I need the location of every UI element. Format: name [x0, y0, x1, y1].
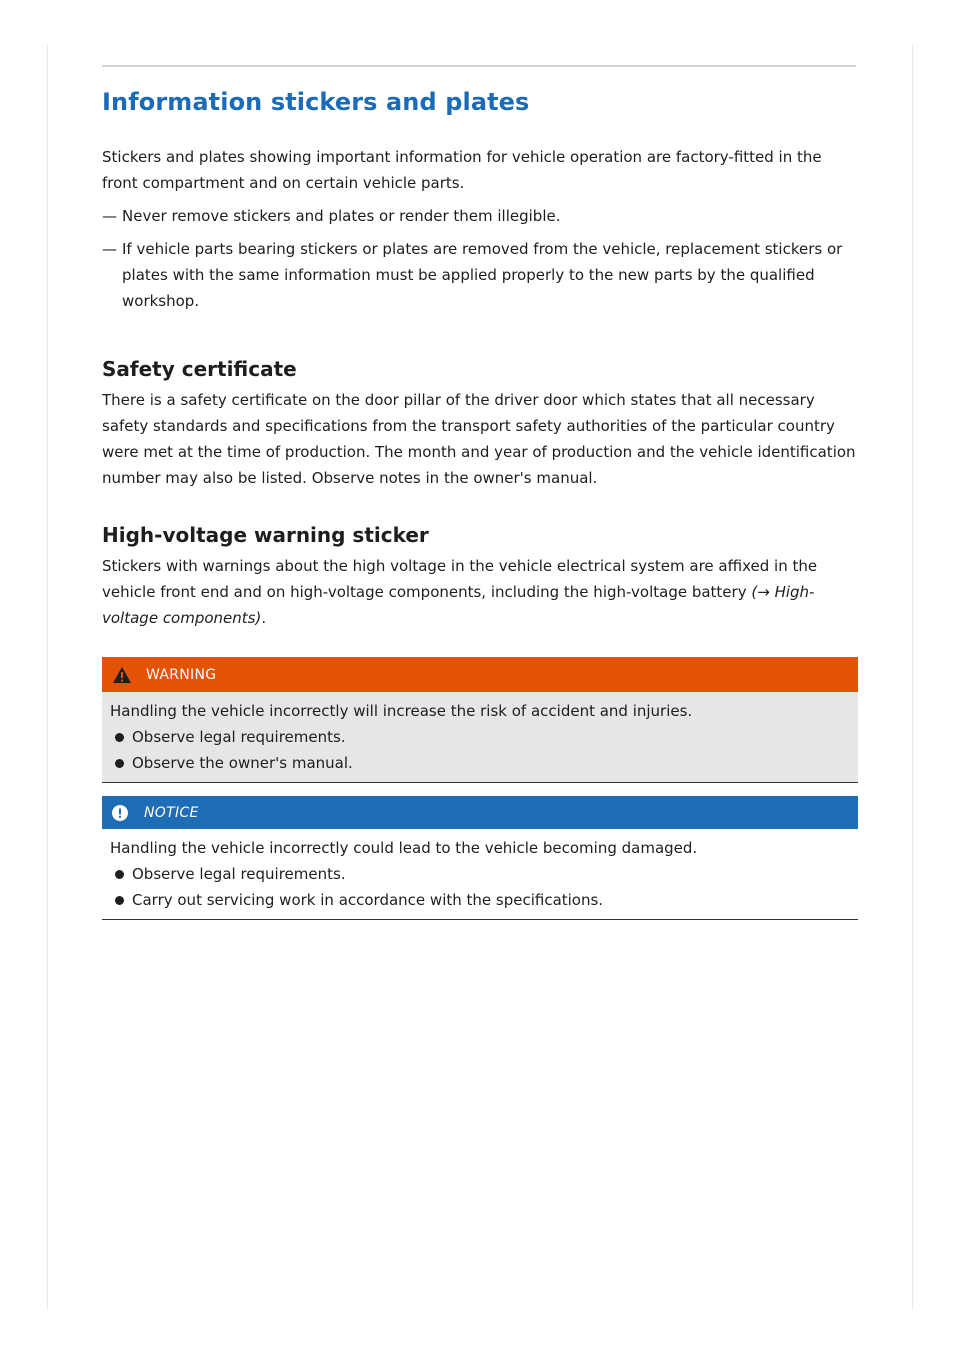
list-item	[102, 236, 858, 314]
intro-paragraph: Stickers and plates showing important information for vehicle operation are factory-fitted in the front compartment and on certain vehicle parts.	[102, 148, 822, 192]
high-voltage-paragraph	[102, 553, 858, 631]
bullet-text: Observe the owner's manual.	[132, 754, 353, 772]
warning-label: WARNING	[146, 666, 217, 683]
bullet-text: Carry out servicing work in accordance with the specifications.	[132, 891, 604, 909]
warning-text: Handling the vehicle incorrectly will increase the risk of accident and injuries.	[110, 702, 693, 720]
warning-body	[102, 692, 858, 783]
page-title: Information stickers and plates	[102, 88, 530, 116]
page-content	[102, 88, 858, 920]
safety-certificate-paragraph: There is a safety certificate on the door pillar of the driver door which states that all necessary safety standards and specifications from the transport safety authorities of the particular country were met at the time of production. The month and year of production and the vehicle identification number may also be listed. Observe notes in the owner's manual.	[102, 391, 856, 487]
list-item	[110, 750, 850, 776]
left-margin-line	[47, 45, 48, 1310]
bullet-text: Observe legal requirements.	[132, 865, 346, 883]
dash-marker: —	[102, 207, 117, 225]
exclamation-circle-icon	[112, 804, 130, 822]
warning-header	[102, 657, 858, 692]
bullet-icon	[115, 759, 124, 768]
bullet-icon	[115, 733, 124, 742]
high-voltage-text: Stickers with warnings about the high voltage in the vehicle electrical system are affixed in the vehicle front end and on high-voltage components, including the high-voltage battery	[102, 557, 818, 601]
list-item	[110, 724, 850, 750]
notice-box	[102, 796, 858, 920]
bullet-text: Observe legal requirements.	[132, 728, 346, 746]
safety-certificate-heading: Safety certificate	[102, 357, 297, 381]
bullet-icon	[115, 896, 124, 905]
top-rule	[102, 65, 856, 67]
notice-body	[102, 829, 858, 920]
list-item	[110, 887, 850, 913]
list-item	[110, 861, 850, 887]
cross-reference-link[interactable]: (→ High-voltage components)	[102, 583, 815, 627]
right-margin-line	[912, 45, 913, 1310]
warning-triangle-icon	[112, 665, 134, 685]
notice-text: Handling the vehicle incorrectly could lead to the vehicle becoming damaged.	[110, 839, 698, 857]
notice-header	[102, 796, 858, 829]
list-item	[102, 203, 858, 229]
notice-label: NOTICE	[144, 804, 199, 821]
sentence-end: .	[261, 609, 267, 627]
bullet-icon	[115, 870, 124, 879]
list-item-text: If vehicle parts bearing stickers or plates are removed from the vehicle, replacement stickers or plates with the same information must be applied properly to the new parts by the qualified workshop.	[122, 240, 843, 310]
dash-marker: —	[102, 240, 117, 258]
warning-box	[102, 657, 858, 783]
high-voltage-heading: High-voltage warning sticker	[102, 523, 429, 547]
list-item-text: Never remove stickers and plates or render them illegible.	[122, 207, 561, 225]
